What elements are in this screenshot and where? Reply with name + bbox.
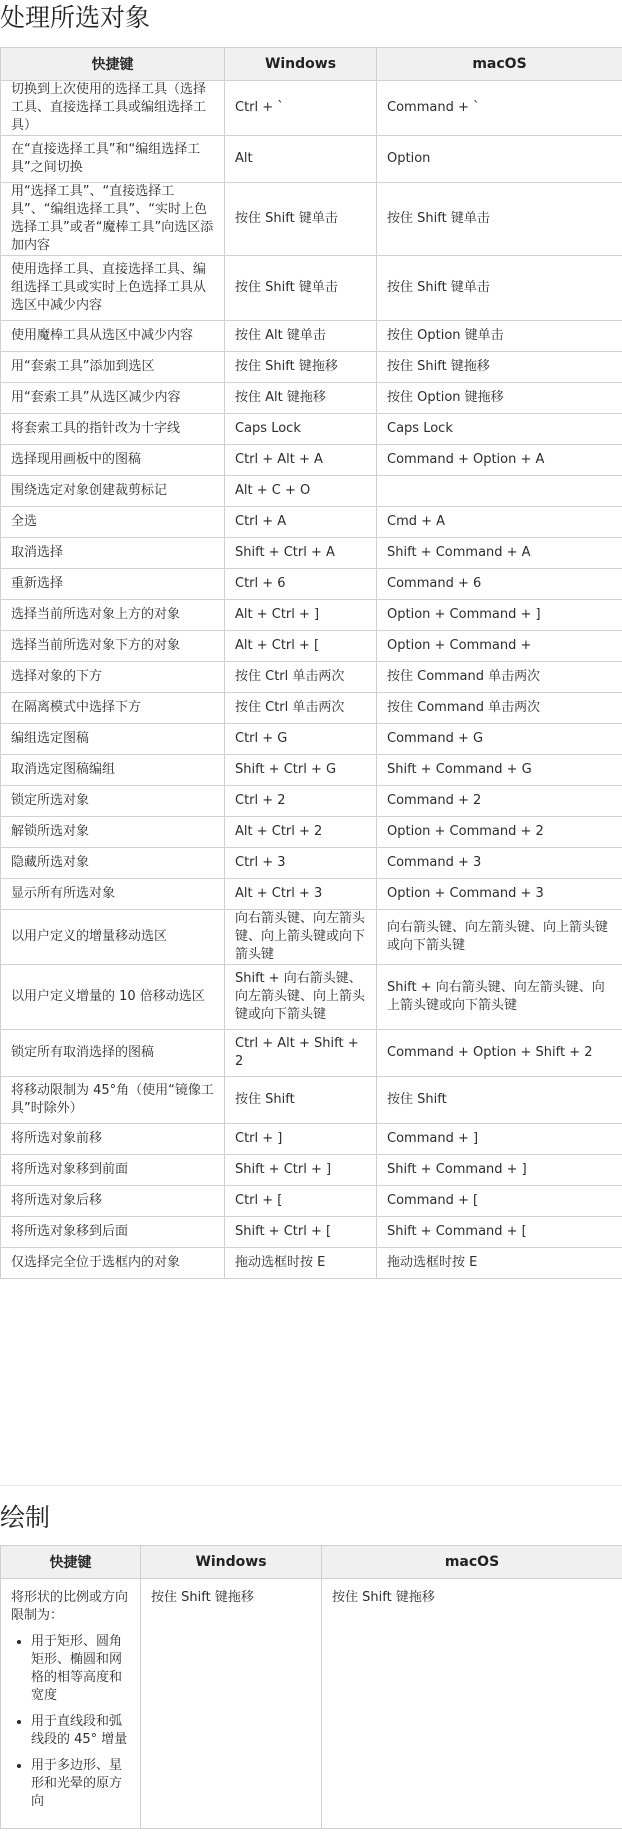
table-row — [1, 507, 622, 538]
windows-cell: Ctrl + ` — [225, 81, 377, 136]
windows-cell: Shift + 向右箭头键、向左箭头键、向上箭头键或向下箭头键 — [225, 965, 377, 1030]
table-row — [1, 755, 622, 786]
shortcut-cell: 锁定所有取消选择的图稿 — [1, 1030, 225, 1077]
macos-cell: Command + 2 — [377, 786, 622, 817]
table-row — [1, 600, 622, 631]
macos-cell: 按住 Shift 键单击 — [377, 183, 622, 256]
table-row — [1, 1077, 622, 1124]
table-row — [1, 965, 622, 1030]
header-macos: macOS — [322, 1546, 622, 1579]
macos-cell: Shift + Command + G — [377, 755, 622, 786]
windows-cell: Ctrl + 2 — [225, 786, 377, 817]
windows-cell: 向右箭头键、向左箭头键、向上箭头键或向下箭头键 — [225, 910, 377, 965]
shortcut-cell: 编组选定图稿 — [1, 724, 225, 755]
windows-cell: Alt + Ctrl + 2 — [225, 817, 377, 848]
section-divider — [0, 1485, 622, 1486]
table-header-row — [1, 1546, 622, 1579]
shortcut-cell: 切换到上次使用的选择工具（选择工具、直接选择工具或编组选择工具） — [1, 81, 225, 136]
windows-cell: 按住 Alt 键拖移 — [225, 383, 377, 414]
shortcut-cell: 以用户定义增量的 10 倍移动选区 — [1, 965, 225, 1030]
windows-cell: Shift + Ctrl + ] — [225, 1155, 377, 1186]
macos-cell: Option + Command + — [377, 631, 622, 662]
macos-cell: 按住 Shift 键拖移 — [377, 352, 622, 383]
windows-cell: Shift + Ctrl + [ — [225, 1217, 377, 1248]
table-row — [1, 1579, 622, 1829]
shortcut-cell: 用“选择工具”、“直接选择工具”、“编组选择工具”、“实时上色选择工具”或者“魔棒工具”向选区添加内容 — [1, 183, 225, 256]
shortcut-cell: 显示所有所选对象 — [1, 879, 225, 910]
macos-cell: 向右箭头键、向左箭头键、向上箭头键或向下箭头键 — [377, 910, 622, 965]
macos-cell: Option + Command + 2 — [377, 817, 622, 848]
shortcut-cell: 将套索工具的指针改为十字线 — [1, 414, 225, 445]
shortcut-cell: 取消选定图稿编组 — [1, 755, 225, 786]
table-row — [1, 1155, 622, 1186]
list-item: • 用于直线段和弧线段的 45° 增量 — [31, 1713, 130, 1749]
windows-cell: Caps Lock — [225, 414, 377, 445]
macos-cell: Cmd + A — [377, 507, 622, 538]
list-item: • 用于多边形、星形和光晕的原方向 — [31, 1757, 130, 1811]
constraint-intro: 将形状的比例或方向限制为： — [11, 1590, 129, 1623]
shortcut-cell: 选择对象的下方 — [1, 662, 225, 693]
macos-cell: Command + [ — [377, 1186, 622, 1217]
macos-cell: Option — [377, 136, 622, 183]
table-row — [1, 414, 622, 445]
table-row — [1, 786, 622, 817]
drawing-shortcuts-table — [0, 1545, 622, 1829]
windows-cell: Ctrl + ] — [225, 1124, 377, 1155]
windows-cell: 按住 Shift 键拖移 — [225, 352, 377, 383]
windows-cell: 按住 Ctrl 单击两次 — [225, 662, 377, 693]
windows-cell: 按住 Shift 键单击 — [225, 183, 377, 256]
table-row — [1, 724, 622, 755]
macos-cell: Shift + Command + A — [377, 538, 622, 569]
table-row — [1, 136, 622, 183]
header-shortcut: 快捷键 — [1, 1546, 141, 1579]
windows-cell: Ctrl + Alt + Shift + 2 — [225, 1030, 377, 1077]
selection-shortcuts-table — [0, 47, 622, 1279]
windows-cell: Alt + Ctrl + ] — [225, 600, 377, 631]
table-header-row — [1, 48, 622, 81]
table-row — [1, 256, 622, 321]
shortcut-cell: 围绕选定对象创建裁剪标记 — [1, 476, 225, 507]
windows-cell: Shift + Ctrl + A — [225, 538, 377, 569]
table-row — [1, 1248, 622, 1279]
shortcut-cell: 选择当前所选对象上方的对象 — [1, 600, 225, 631]
table-row — [1, 321, 622, 352]
table-row — [1, 383, 622, 414]
windows-cell: Shift + Ctrl + G — [225, 755, 377, 786]
macos-cell: Option + Command + ] — [377, 600, 622, 631]
table-row — [1, 569, 622, 600]
shortcut-cell: 选择现用画板中的图稿 — [1, 445, 225, 476]
macos-cell: 按住 Option 键拖移 — [377, 383, 622, 414]
windows-cell: Alt — [225, 136, 377, 183]
table-row — [1, 1124, 622, 1155]
shortcut-cell: 用“套索工具”添加到选区 — [1, 352, 225, 383]
macos-cell: Command + 3 — [377, 848, 622, 879]
windows-cell: Alt + Ctrl + [ — [225, 631, 377, 662]
macos-cell: Command + G — [377, 724, 622, 755]
shortcut-cell: 在隔离模式中选择下方 — [1, 693, 225, 724]
section-title-selection: 处理所选对象 — [0, 3, 151, 32]
windows-cell: 按住 Shift 键拖移 — [141, 1579, 322, 1829]
macos-cell: Shift + 向右箭头键、向左箭头键、向上箭头键或向下箭头键 — [377, 965, 622, 1030]
windows-cell: Ctrl + 6 — [225, 569, 377, 600]
shortcut-cell: 以用户定义的增量移动选区 — [1, 910, 225, 965]
windows-cell: Ctrl + [ — [225, 1186, 377, 1217]
macos-cell: 按住 Command 单击两次 — [377, 662, 622, 693]
table-row — [1, 476, 622, 507]
shortcut-cell: 将移动限制为 45°角（使用“镜像工具”时除外） — [1, 1077, 225, 1124]
windows-cell: Ctrl + A — [225, 507, 377, 538]
windows-cell: 按住 Alt 键单击 — [225, 321, 377, 352]
shortcut-cell: 重新选择 — [1, 569, 225, 600]
macos-cell: 按住 Shift — [377, 1077, 622, 1124]
windows-cell: Ctrl + Alt + A — [225, 445, 377, 476]
shortcut-cell: 使用魔棒工具从选区中减少内容 — [1, 321, 225, 352]
list-item: • 用于矩形、圆角矩形、椭圆和网格的相等高度和宽度 — [31, 1633, 130, 1705]
table-row — [1, 1030, 622, 1077]
table-row — [1, 183, 622, 256]
table-row — [1, 848, 622, 879]
windows-cell: Ctrl + G — [225, 724, 377, 755]
shortcut-cell: 将所选对象移到前面 — [1, 1155, 225, 1186]
macos-cell: Command + ] — [377, 1124, 622, 1155]
shortcut-cell: 用“套索工具”从选区减少内容 — [1, 383, 225, 414]
table-row — [1, 445, 622, 476]
macos-cell: Option + Command + 3 — [377, 879, 622, 910]
macos-cell — [377, 476, 622, 507]
macos-cell: 拖动选框时按 E — [377, 1248, 622, 1279]
macos-cell: Caps Lock — [377, 414, 622, 445]
shortcut-cell — [1, 1579, 141, 1829]
macos-cell: 按住 Command 单击两次 — [377, 693, 622, 724]
shortcut-cell: 仅选择完全位于选框内的对象 — [1, 1248, 225, 1279]
windows-cell: Alt + Ctrl + 3 — [225, 879, 377, 910]
header-windows: Windows — [225, 48, 377, 81]
table-row — [1, 352, 622, 383]
windows-cell: Alt + C + O — [225, 476, 377, 507]
windows-cell: 拖动选框时按 E — [225, 1248, 377, 1279]
shortcut-cell: 将所选对象移到后面 — [1, 1217, 225, 1248]
macos-cell: Shift + Command + [ — [377, 1217, 622, 1248]
header-macos: macOS — [377, 48, 622, 81]
header-shortcut: 快捷键 — [1, 48, 225, 81]
macos-cell: Shift + Command + ] — [377, 1155, 622, 1186]
macos-cell: Command + Option + A — [377, 445, 622, 476]
section-title-drawing: 绘制 — [0, 1503, 51, 1532]
shortcut-cell: 将所选对象前移 — [1, 1124, 225, 1155]
shortcut-cell: 选择当前所选对象下方的对象 — [1, 631, 225, 662]
table-row — [1, 662, 622, 693]
windows-cell: Ctrl + 3 — [225, 848, 377, 879]
macos-cell: 按住 Shift 键拖移 — [322, 1579, 622, 1829]
table-row — [1, 1217, 622, 1248]
table-row — [1, 910, 622, 965]
shortcut-cell: 在“直接选择工具”和“编组选择工具”之间切换 — [1, 136, 225, 183]
table-row — [1, 631, 622, 662]
shortcut-cell: 全选 — [1, 507, 225, 538]
macos-cell: Command + Option + Shift + 2 — [377, 1030, 622, 1077]
table-row — [1, 81, 622, 136]
macos-cell: Command + ` — [377, 81, 622, 136]
windows-cell: 按住 Shift 键单击 — [225, 256, 377, 321]
shortcut-cell: 将所选对象后移 — [1, 1186, 225, 1217]
shortcut-cell: 解锁所选对象 — [1, 817, 225, 848]
windows-cell: 按住 Ctrl 单击两次 — [225, 693, 377, 724]
shortcut-cell: 隐藏所选对象 — [1, 848, 225, 879]
table-row — [1, 693, 622, 724]
shortcut-cell: 锁定所选对象 — [1, 786, 225, 817]
windows-cell: 按住 Shift — [225, 1077, 377, 1124]
header-windows: Windows — [141, 1546, 322, 1579]
table-row — [1, 538, 622, 569]
table-row — [1, 1186, 622, 1217]
shortcut-cell: 使用选择工具、直接选择工具、编组选择工具或实时上色选择工具从选区中减少内容 — [1, 256, 225, 321]
macos-cell: 按住 Shift 键单击 — [377, 256, 622, 321]
macos-cell: Command + 6 — [377, 569, 622, 600]
shortcut-cell: 取消选择 — [1, 538, 225, 569]
table-row — [1, 879, 622, 910]
table-row — [1, 817, 622, 848]
macos-cell: 按住 Option 键单击 — [377, 321, 622, 352]
constraint-list — [11, 1633, 130, 1811]
